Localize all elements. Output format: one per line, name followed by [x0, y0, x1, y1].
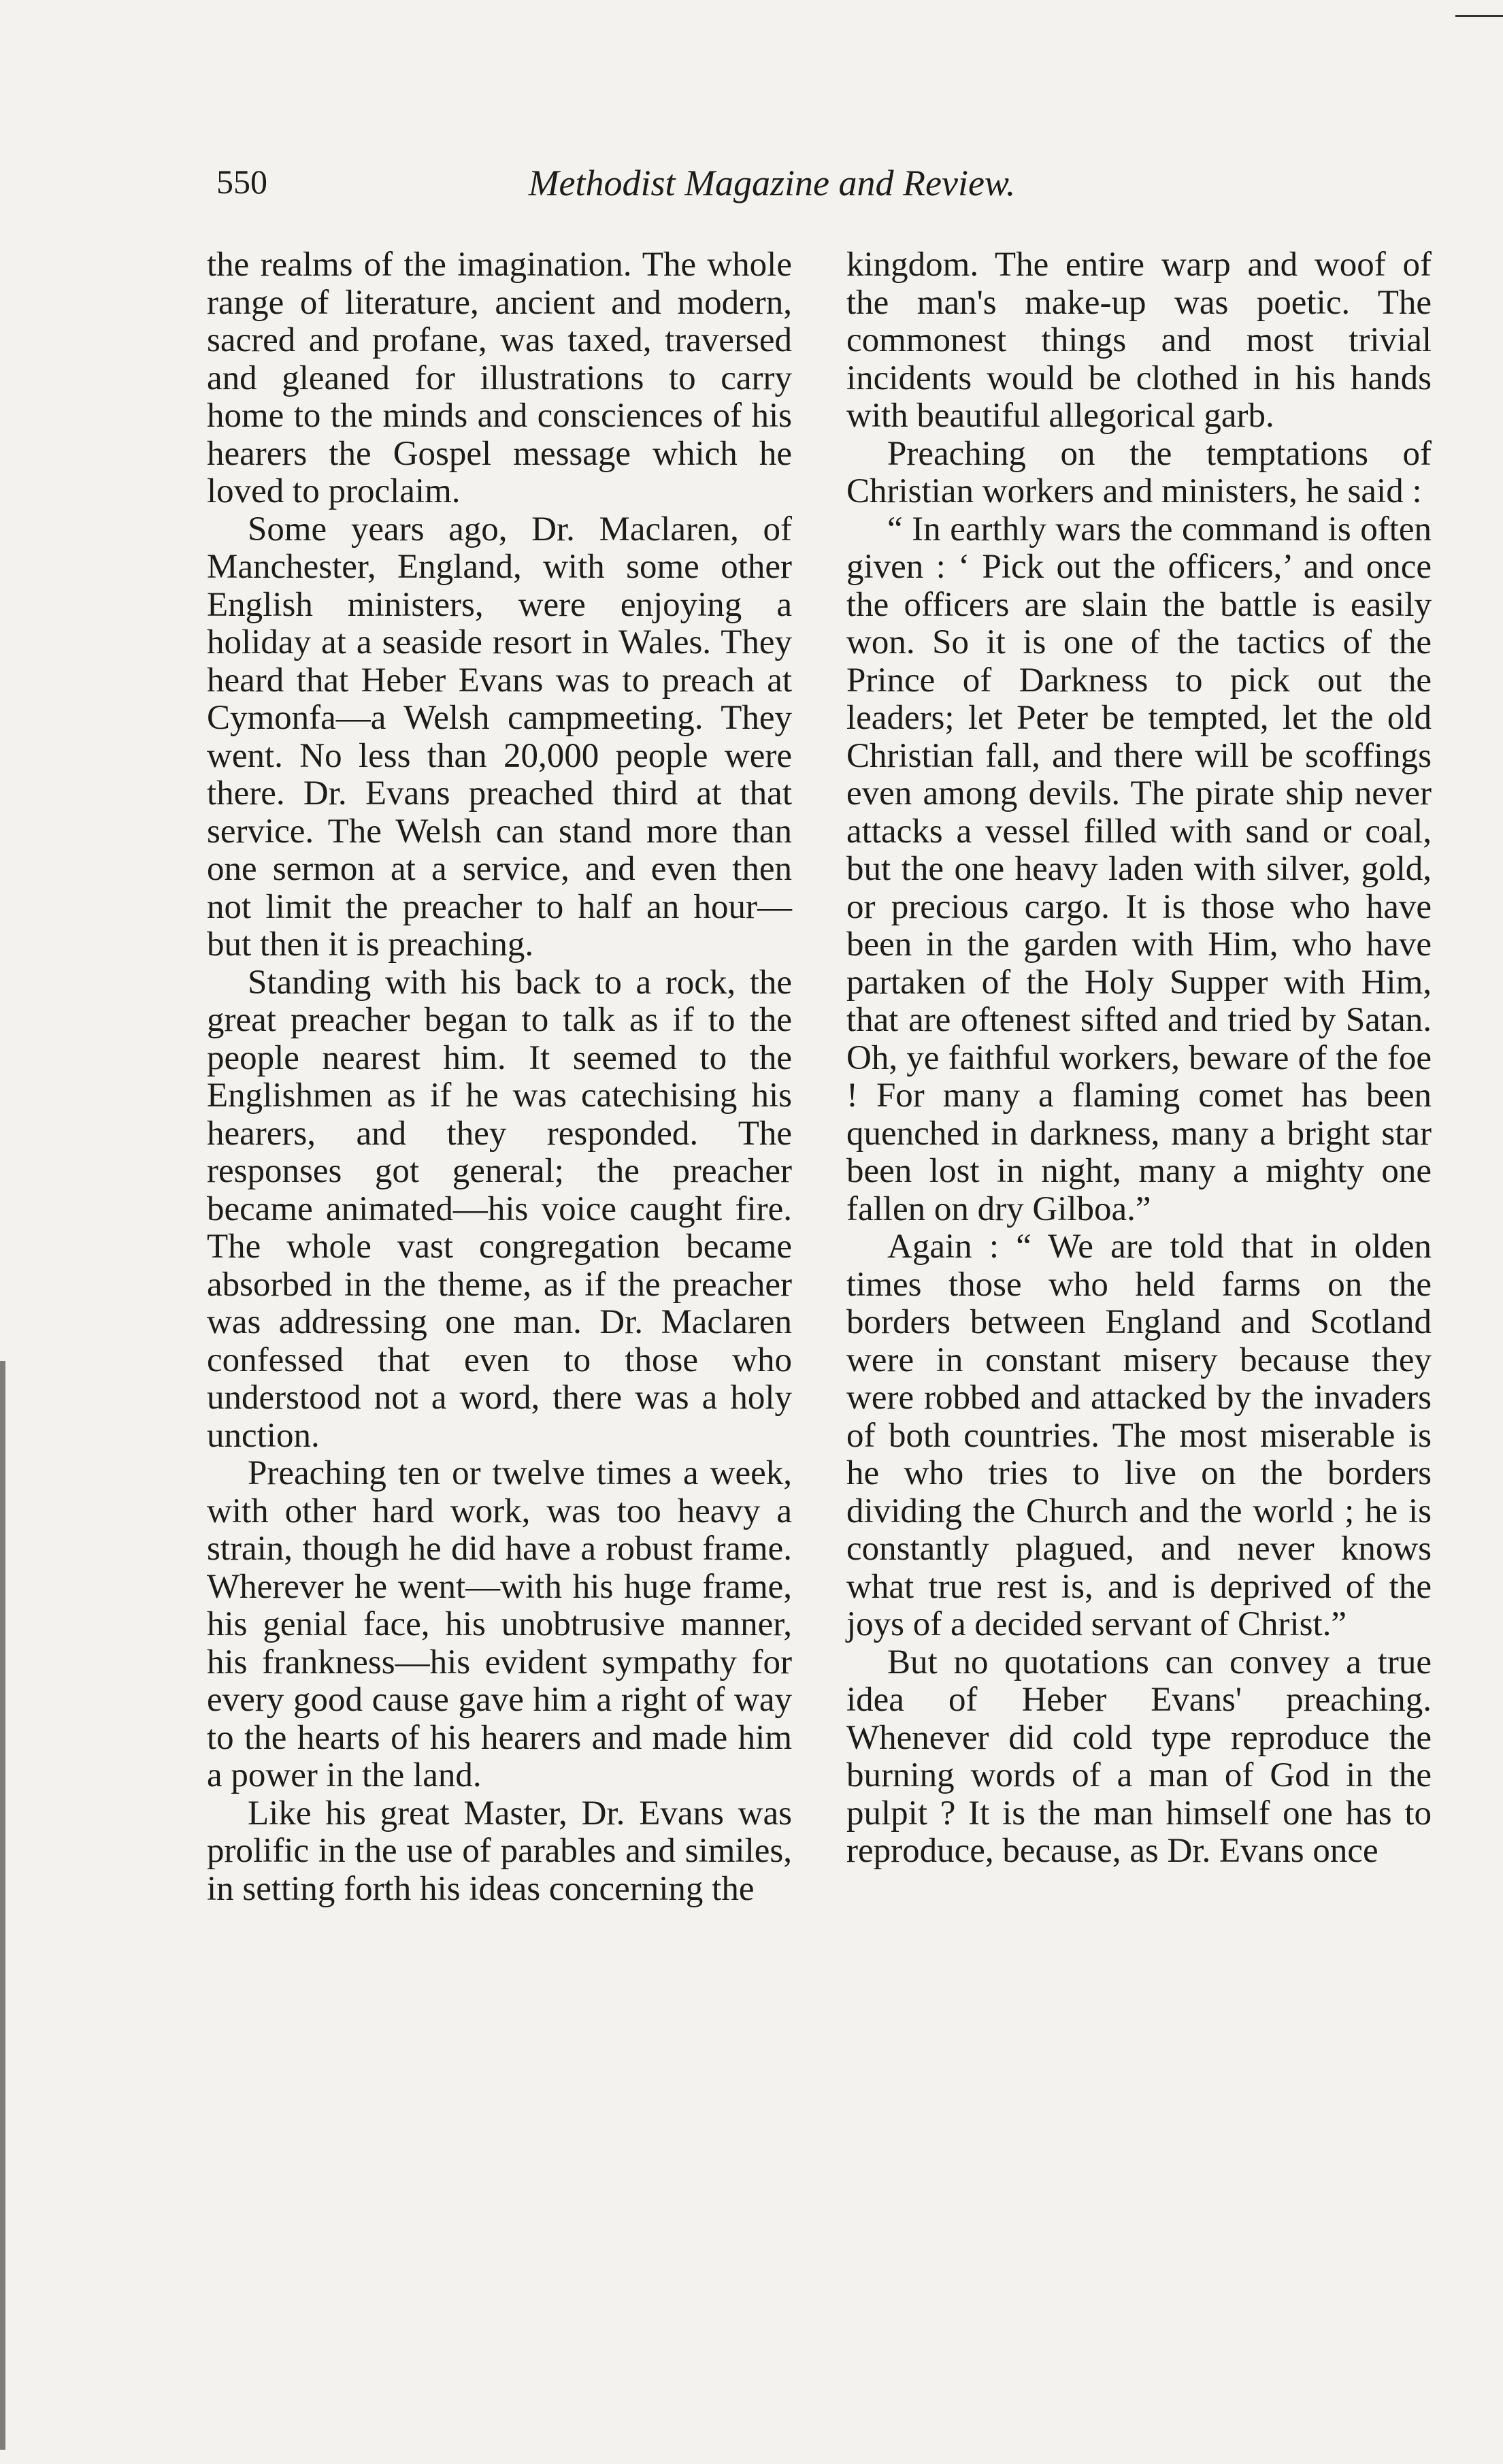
edge-rule	[1455, 15, 1503, 17]
paragraph: But no quotations can convey a true idea of Heber Evans' preaching. Whenever did cold type reproduce the burning words of a man of God in the pulpit ? It is the man himself one has to reproduce, because, as Dr. Evans once	[846, 1643, 1432, 1870]
paragraph: Preaching ten or twelve times a week, with other hard work, was too heavy a strain, though he did have a robust frame. Wherever he went—with his huge frame, his genial face, his unobtrusive manner, his frankness—his evident sympathy for every good cause gave him a right of way to the hearts of his hearers and made him a power in the land.	[207, 1454, 792, 1794]
quotation: “ In earthly wars the command is often given : ‘ Pick out the officers,’ and once the officers are slain the battle is easily won. So it is one of the tactics of the Prince of Darkness to pick out the leaders; let Peter be tempted, let the old Christian fall, and there will be scoffings even among devils. The pirate ship never attacks a vessel filled with sand or coal, but the one heavy laden with silver, gold, or precious cargo. It is those who have been in the garden with Him, who have partaken of the Holy Supper with Him, that are oftenest sifted and tried by Satan. Oh, ye faithful workers, beware of the foe ! For many a flaming comet has been quenched in darkness, many a bright star been lost in night, many a mighty one fallen on dry Gilboa.”	[846, 510, 1432, 1228]
paragraph: Preaching on the temptations of Christian workers and ministers, he said :	[846, 434, 1432, 510]
paragraph: Some years ago, Dr. Maclaren, of Manchester, England, with some other English ministers, were enjoying a holiday at a seaside resort in Wales. They heard that Heber Evans was to preach at Cymonfa—a Welsh campmeeting. They went. No less than 20,000 people were there. Dr. Evans preached third at that service. The Welsh can stand more than one sermon at a service, and even then not limit the preacher to half an hour—but then it is preaching.	[207, 510, 792, 964]
page-number: 550	[216, 163, 267, 201]
running-title: Methodist Magazine and Review.	[528, 163, 1016, 203]
paragraph: Standing with his back to a rock, the great preacher began to talk as if to the people nearest him. It seemed to the Englishmen as if he was catechising his hearers, and they responded. The responses got general; the preacher became animated—his voice caught fire. The whole vast congregation became absorbed in the theme, as if the preacher was addressing one man. Dr. Maclaren confessed that even to those who understood not a word, there was a holy unction.	[207, 963, 792, 1455]
right-column	[846, 246, 1432, 1871]
binding-edge	[0, 1361, 5, 2450]
quotation: Again : “ We are told that in olden times those who held farms on the borders between England and Scotland were in constant misery because they were robbed and attacked by the invaders of both countries. The most miserable is he who tries to live on the borders dividing the Church and the world ; he is constantly plagued, and never knows what true rest is, and is deprived of the joys of a decided servant of Christ.”	[846, 1228, 1432, 1643]
left-column	[207, 246, 792, 1908]
paragraph: Like his great Master, Dr. Evans was prolific in the use of parables and similes, in setting forth his ideas concerning the	[207, 1794, 792, 1908]
paragraph: kingdom. The entire warp and woof of the man's make-up was poetic. The commonest things and most trivial incidents would be clothed in his hands with beautiful allegorical garb.	[846, 246, 1432, 435]
paragraph: the realms of the imagination. The whole range of literature, ancient and modern, sacred and profane, was taxed, traversed and gleaned for illustrations to carry home to the minds and consciences of his hearers the Gospel message which he loved to proclaim.	[207, 246, 792, 510]
